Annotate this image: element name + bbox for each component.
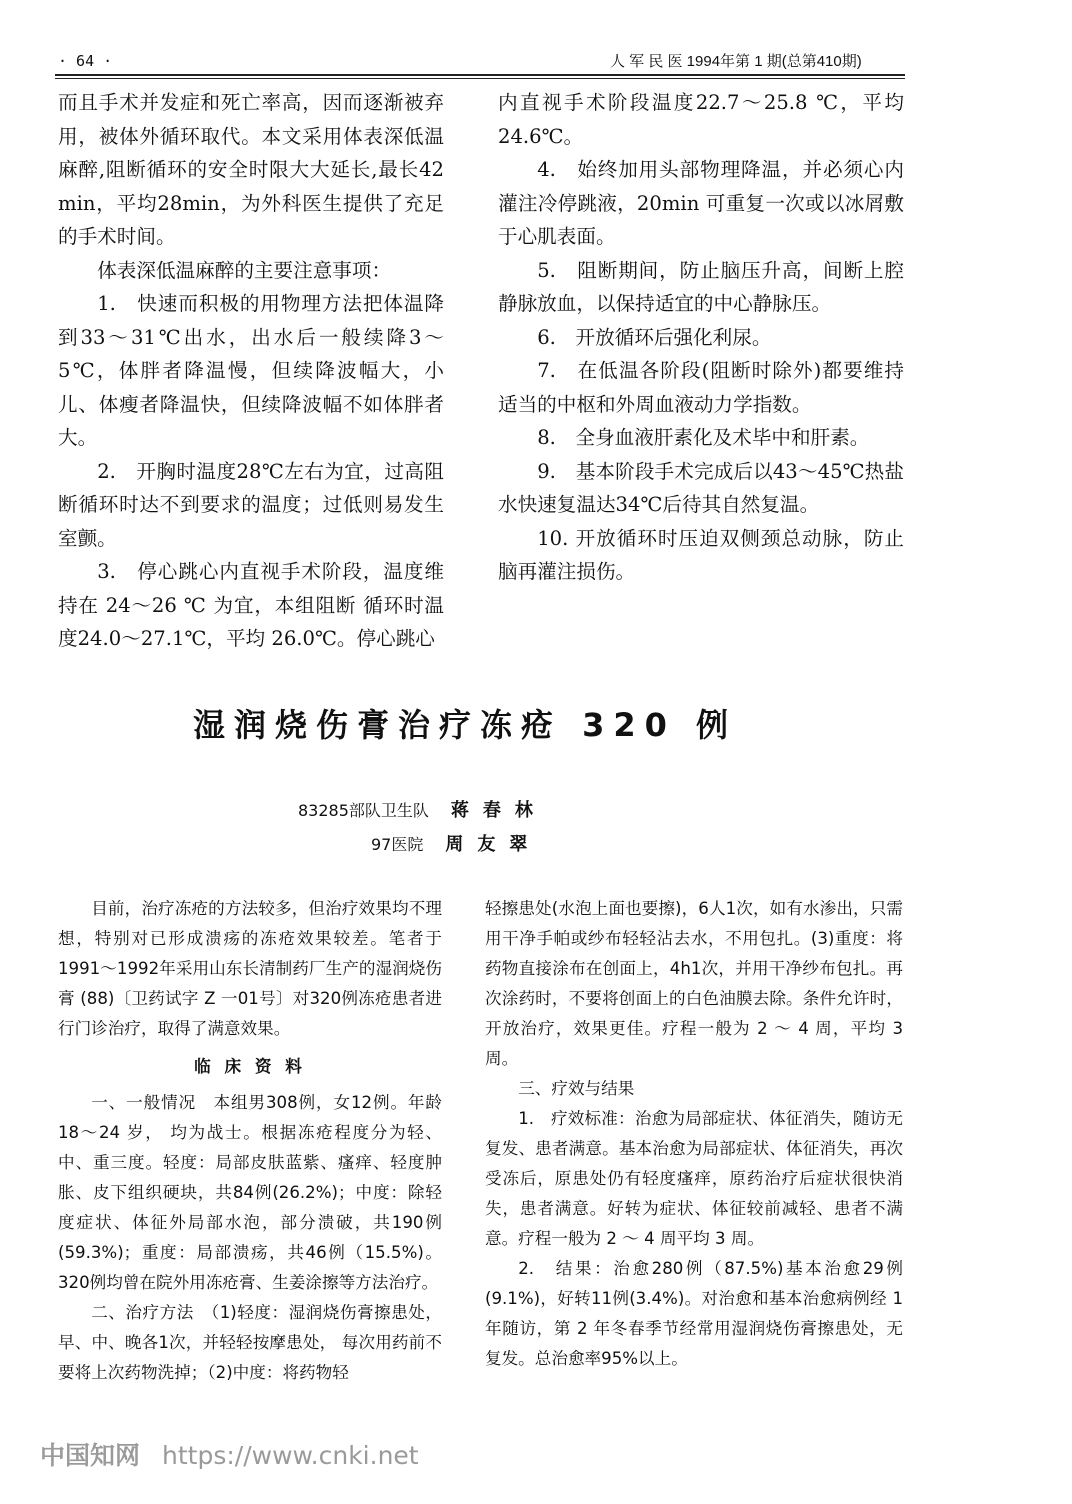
paragraph: 5. 阻断期间，防止脑压升高，间断上腔静脉放血，以保持适宜的中心静脉压。 [498,258,904,315]
paragraph: 10. 开放循环时压迫双侧颈总动脉，防止脑再灌注损伤。 [498,526,904,583]
article-column-2 [485,894,903,1374]
paragraph: 内直视手术阶段温度22.7～25.8 ℃，平均24.6℃。 [498,91,904,148]
section-heading: 临 床 资 料 [194,1057,306,1076]
author-affiliation: 97医院 [371,835,424,854]
header-rule [55,74,905,76]
paragraph: 体表深低温麻醉的主要注意事项： [97,258,392,282]
header-rule-thin [55,78,905,79]
paragraph: 6. 开放循环后强化利尿。 [537,325,772,349]
author-line [298,796,547,822]
subsection-heading: 三、疗效与结果 [518,1079,635,1098]
running-head-journal: 人 军 民 医 1994年第 1 期(总第410期) [610,53,862,70]
paragraph: 1. 疗效标准：治愈为局部症状、体征消失，随访无复发、患者满意。基本治愈为局部症状、体征消失，再次受冻后，原患处仍有轻度瘙痒，原药治疗后症状很快消失，患者满意。好转为症状、体征较前减轻、患者不满意。疗程一般为 2 ～ 4 周平均 3 周。 [485,1109,903,1248]
paragraph: 9. 基本阶段手术完成后以43～45℃热盐水快速复温达34℃后待其自然复温。 [498,459,904,516]
author-affiliation: 83285部队卫生队 [298,801,429,820]
paragraph: 1. 快速而积极的用物理方法把体温降到33～31℃出水，出水后一般续降3～5℃，体胖者降温慢，但续降波幅大，小儿、体瘦者降温快，但续降波幅不如体胖者大。 [58,292,444,449]
paragraph: 7. 在低温各阶段(阻断时除外)都要维持适当的中枢和外周血液动力学指数。 [498,359,904,416]
watermark-brand: 中国知网 [40,1441,141,1470]
author-line [371,830,541,856]
intro-paragraph: 目前，治疗冻疮的方法较多，但治疗效果均不理想，特别对已形成溃疡的冻疮效果较差。笔者于1991～1992年采用山东长清制药厂生产的湿润烧伤膏 (88)〔卫药试字 Z 一01号〕对320例冻疮患者进行门诊治疗，取得了满意效果。 [58,899,442,1038]
paragraph: 2. 结果：治愈280例（87.5%)基本治愈29例(9.1%)，好转11例(3.4%)。对治愈和基本治愈病例经 1 年随访，第 2 年冬春季节经常用湿润烧伤膏擦患处，无复发。总治愈率95%以上。 [485,1259,903,1368]
top-article-column-2 [498,86,904,589]
paragraph: 2. 开胸时温度28℃左右为宜，过高阻断循环时达不到要求的温度；过低则易发生室颤。 [58,459,444,550]
paragraph: 轻擦患处(水泡上面也要擦)，6人1次，如有水渗出，只需用干净手帕或纱布轻轻沾去水，不用包扎。(3)重度：将药物直接涂布在创面上，4h1次，并用干净纱布包扎。再次涂药时，不要将创面上的白色油膜去除。条件允许时，开放治疗，效果更佳。疗程一般为 2 ～ 4 周，平均 3 周。 [485,899,903,1068]
watermark [40,1436,419,1472]
paragraph: 而且手术并发症和死亡率高，因而逐渐被弃用，被体外循环取代。本文采用体表深低温麻醉,阻断循环的安全时限大大延长,最长42 min，平均28min，为外科医生提供了充足的手术时间。 [58,91,444,248]
author-name: 蒋春林 [450,800,547,821]
author-name: 周友翠 [445,834,542,855]
paragraph: 4. 始终加用头部物理降温，并必须心内灌注冷停跳液，20min 可重复一次或以冰屑敷于心肌表面。 [498,158,904,248]
article-title: 湿润烧伤膏治疗冻疮 320 例 [192,706,738,744]
paragraph: 8. 全身血液肝素化及术毕中和肝素。 [537,426,870,449]
top-article-column-1 [58,86,444,656]
paragraph: 3. 停心跳心内直视手术阶段，温度维持在 24～26 ℃ 为宜，本组阻断 循环时温度24.0～27.1℃，平均 26.0℃。停心跳心 [58,560,444,650]
article-column-1 [58,894,442,1388]
paragraph: 二、治疗方法 （1)轻度：湿润烧伤膏擦患处，早、中、晚各1次，并轻轻按摩患处， 每次用药前不要将上次药物洗掉；（2)中度：将药物轻 [58,1303,442,1382]
page-number: · 64 · [58,52,113,70]
watermark-url: https://www.cnki.net [162,1441,419,1470]
paragraph: 一、一般情况 本组男308例，女12例。年龄 18～24 岁， 均为战士。根据冻疮程度分为轻、中、重三度。轻度：局部皮肤蓝紫、瘙痒、轻度肿胀、皮下组织硬块，共84例(26.2%)；中度：除轻度症状、体征外局部水泡，部分溃破，共190例(59.3%)；重度：局部溃疡，共46例（15.5%)。320例均曾在院外用冻疮膏、生姜涂擦等方法治疗。 [58,1093,442,1292]
